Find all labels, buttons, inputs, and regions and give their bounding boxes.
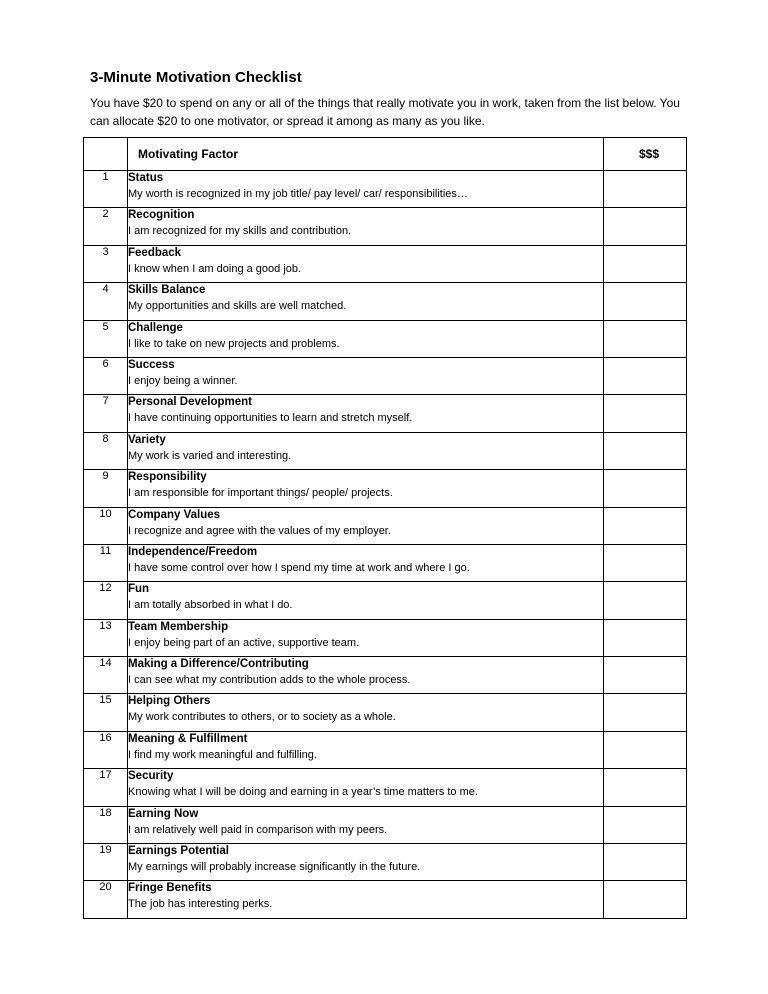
table-row	[84, 320, 687, 357]
table-row	[84, 507, 687, 544]
factor-cell	[128, 245, 604, 282]
amount-cell[interactable]	[604, 694, 687, 731]
factor-cell	[128, 395, 604, 432]
table-row	[84, 171, 687, 208]
amount-cell[interactable]	[604, 582, 687, 619]
factor-name: Skills Balance	[128, 284, 206, 297]
factor-cell	[128, 694, 604, 731]
factor-description: My opportunities and skills are well matched.	[128, 300, 347, 313]
factor-name: Team Membership	[128, 620, 229, 633]
factor-description: I am responsible for important things/ people/ projects.	[128, 487, 393, 500]
row-number: 18	[84, 806, 128, 843]
factor-cell	[128, 544, 604, 581]
row-number: 14	[84, 657, 128, 694]
factor-cell	[128, 731, 604, 768]
intro-paragraph: You have $20 to spend on any or all of the things that really motivate you in work, taken from the list below. You can allocate $20 to one motivator, or spread it among as many as you like.	[90, 96, 680, 128]
factor-description: I recognize and agree with the values of my employer.	[128, 524, 391, 537]
row-number: 9	[84, 470, 128, 507]
amount-cell[interactable]	[604, 657, 687, 694]
factor-description: My earnings will probably increase significantly in the future.	[128, 861, 421, 874]
header-amount: $$$	[604, 138, 687, 171]
header-motivating-factor: Motivating Factor	[128, 138, 604, 171]
row-number: 11	[84, 544, 128, 581]
factor-description: I have continuing opportunities to learn and stretch myself.	[128, 412, 413, 425]
amount-cell[interactable]	[604, 395, 687, 432]
amount-cell[interactable]	[604, 619, 687, 656]
factor-name: Fringe Benefits	[128, 882, 212, 895]
table-row	[84, 619, 687, 656]
amount-cell[interactable]	[604, 245, 687, 282]
factor-description: My work is varied and interesting.	[128, 449, 292, 462]
table-row	[84, 544, 687, 581]
amount-cell[interactable]	[604, 507, 687, 544]
factor-cell	[128, 320, 604, 357]
factor-name: Status	[128, 172, 164, 184]
amount-cell[interactable]	[604, 432, 687, 469]
factor-name: Responsibility	[128, 471, 207, 484]
row-number: 1	[84, 171, 128, 208]
factor-name: Personal Development	[128, 396, 252, 409]
row-number: 7	[84, 395, 128, 432]
table-row	[84, 432, 687, 469]
factor-cell	[128, 806, 604, 843]
factor-name: Variety	[128, 433, 166, 446]
amount-cell[interactable]	[604, 844, 687, 881]
table-header-row	[84, 138, 687, 171]
row-number: 5	[84, 320, 128, 357]
factor-cell	[128, 769, 604, 806]
factor-description: I enjoy being a winner.	[128, 374, 238, 387]
table-row	[84, 395, 687, 432]
factor-cell	[128, 844, 604, 881]
table-row	[84, 731, 687, 768]
amount-cell[interactable]	[604, 731, 687, 768]
row-number: 17	[84, 769, 128, 806]
factor-name: Earnings Potential	[128, 845, 229, 858]
table-body	[84, 171, 687, 919]
factor-name: Success	[128, 358, 175, 371]
row-number: 10	[84, 507, 128, 544]
factor-name: Company Values	[128, 508, 221, 521]
factor-cell	[128, 283, 604, 320]
factor-description: The job has interesting perks.	[128, 898, 273, 911]
factor-cell	[128, 582, 604, 619]
table-row	[84, 208, 687, 245]
factor-cell	[128, 171, 604, 208]
table-row	[84, 694, 687, 731]
row-number: 3	[84, 245, 128, 282]
factor-name: Challenge	[128, 321, 183, 334]
factor-name: Security	[128, 770, 174, 783]
factor-cell	[128, 357, 604, 394]
factor-description: I like to take on new projects and problems.	[128, 337, 340, 350]
amount-cell[interactable]	[604, 171, 687, 208]
header-number-cell	[84, 138, 128, 171]
factor-name: Meaning & Fulfillment	[128, 732, 248, 745]
factor-description: I know when I am doing a good job.	[128, 262, 302, 275]
table-row	[84, 245, 687, 282]
factor-description: I am recognized for my skills and contribution.	[128, 225, 352, 238]
row-number: 20	[84, 881, 128, 918]
factor-name: Independence/Freedom	[128, 545, 258, 558]
factor-name: Making a Difference/Contributing	[128, 658, 309, 671]
amount-cell[interactable]	[604, 769, 687, 806]
amount-cell[interactable]	[604, 320, 687, 357]
row-number: 2	[84, 208, 128, 245]
factor-cell	[128, 432, 604, 469]
amount-cell[interactable]	[604, 357, 687, 394]
amount-cell[interactable]	[604, 806, 687, 843]
factor-name: Fun	[128, 583, 150, 596]
factor-cell	[128, 881, 604, 918]
amount-cell[interactable]	[604, 544, 687, 581]
motivation-checklist-table	[83, 137, 687, 919]
factor-cell	[128, 208, 604, 245]
table-row	[84, 881, 687, 918]
factor-cell	[128, 470, 604, 507]
factor-cell	[128, 619, 604, 656]
table-row	[84, 844, 687, 881]
factor-description: I am relatively well paid in comparison with my peers.	[128, 823, 388, 836]
factor-cell	[128, 657, 604, 694]
row-number: 4	[84, 283, 128, 320]
amount-cell[interactable]	[604, 208, 687, 245]
table-row	[84, 283, 687, 320]
factor-name: Feedback	[128, 246, 182, 259]
table-row	[84, 357, 687, 394]
table-row	[84, 582, 687, 619]
factor-name: Helping Others	[128, 695, 211, 708]
amount-cell[interactable]	[604, 283, 687, 320]
factor-name: Recognition	[128, 209, 195, 222]
table-row	[84, 470, 687, 507]
table-row	[84, 769, 687, 806]
factor-description: I can see what my contribution adds to the whole process.	[128, 674, 411, 687]
page-title: 3-Minute Motivation Checklist	[90, 69, 302, 86]
amount-cell[interactable]	[604, 470, 687, 507]
factor-description: My work contributes to others, or to society as a whole.	[128, 711, 396, 724]
factor-cell	[128, 507, 604, 544]
factor-description: I am totally absorbed in what I do.	[128, 599, 293, 612]
factor-description: I enjoy being part of an active, supportive team.	[128, 636, 360, 649]
amount-cell[interactable]	[604, 881, 687, 918]
row-number: 6	[84, 357, 128, 394]
factor-description: Knowing what I will be doing and earning in a year’s time matters to me.	[128, 786, 478, 799]
table-row	[84, 806, 687, 843]
row-number: 19	[84, 844, 128, 881]
row-number: 15	[84, 694, 128, 731]
factor-description: My worth is recognized in my job title/ pay level/ car/ responsibilities…	[128, 188, 468, 200]
row-number: 16	[84, 731, 128, 768]
row-number: 13	[84, 619, 128, 656]
row-number: 8	[84, 432, 128, 469]
table-row	[84, 657, 687, 694]
factor-description: I have some control over how I spend my time at work and where I go.	[128, 561, 470, 574]
factor-name: Earning Now	[128, 807, 199, 820]
row-number: 12	[84, 582, 128, 619]
factor-description: I find my work meaningful and fulfilling.	[128, 748, 317, 761]
